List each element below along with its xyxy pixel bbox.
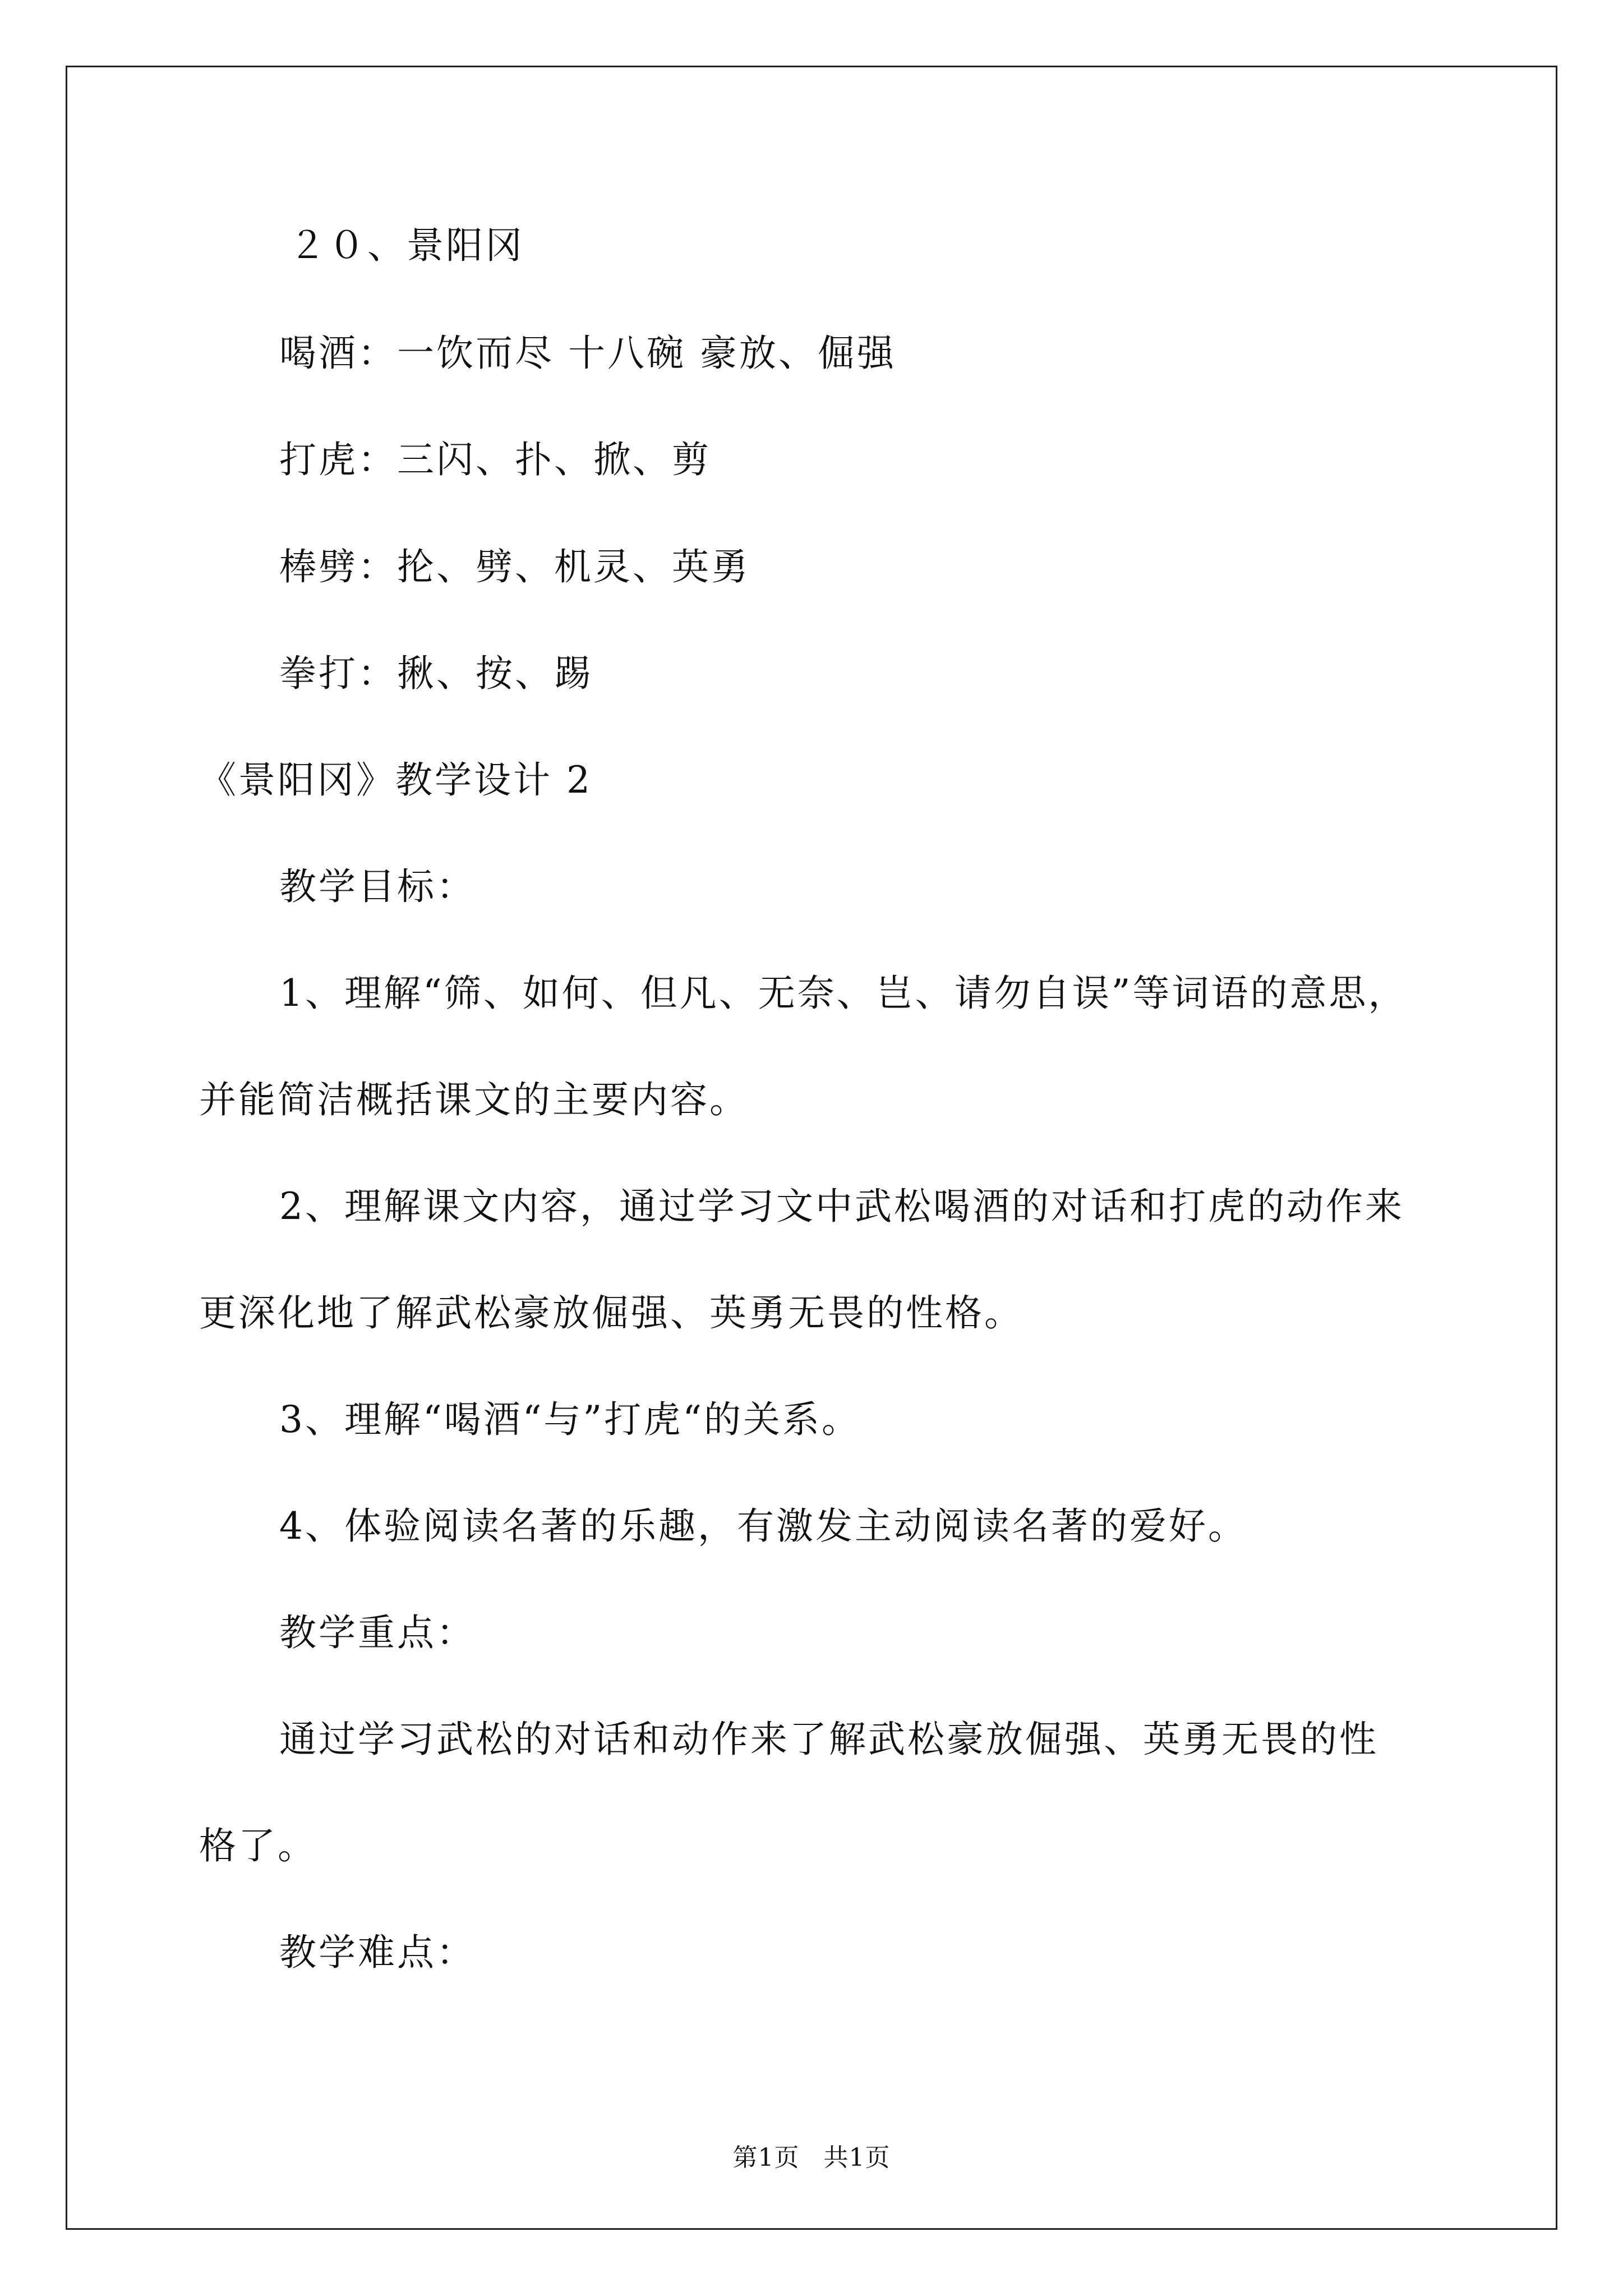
text-line: 并能简洁概括课文的主要内容。 <box>199 1078 749 1121</box>
text-line: 格了。 <box>199 1824 317 1867</box>
text-line: 打虎：三闪、扑、掀、剪 <box>279 438 711 481</box>
page-number: 第1页 <box>732 2143 800 2172</box>
text-line: 3、理解“喝酒“与”打虎“的关系。 <box>279 1398 861 1441</box>
subheading: 教学重点： <box>279 1611 476 1654</box>
subheading: 教学目标： <box>279 865 476 908</box>
document-title: 《景阳冈》教学设计 2 <box>199 758 592 802</box>
text-line: 4、体验阅读名著的乐趣，有激发主动阅读名著的爱好。 <box>279 1504 1247 1548</box>
page-total: 共1页 <box>823 2143 891 2172</box>
text-line: 1、理解“筛、如何、但凡、无奈、岂、请勿自误”等词语的意思， <box>279 972 1408 1015</box>
text-line: 棒劈：抡、劈、机灵、英勇 <box>279 545 750 588</box>
page-frame <box>66 66 1557 2230</box>
subheading: 教学难点： <box>279 1931 476 1974</box>
text-line: 通过学习武松的对话和动作来了解武松豪放倔强、英勇无畏的性 <box>279 1718 1378 1761</box>
text-line: 喝酒：一饮而尽 十八碗 豪放、倔强 <box>279 332 896 375</box>
text-line: 2、理解课文内容，通过学习文中武松喝酒的对话和打虎的动作来 <box>279 1185 1404 1228</box>
page-footer <box>0 2137 1623 2173</box>
text-line: 更深化地了解武松豪放倔强、英勇无畏的性格。 <box>199 1291 1023 1335</box>
section-heading: ２０、景阳冈 <box>289 224 524 267</box>
text-line: 拳打：揪、按、踢 <box>279 652 593 695</box>
